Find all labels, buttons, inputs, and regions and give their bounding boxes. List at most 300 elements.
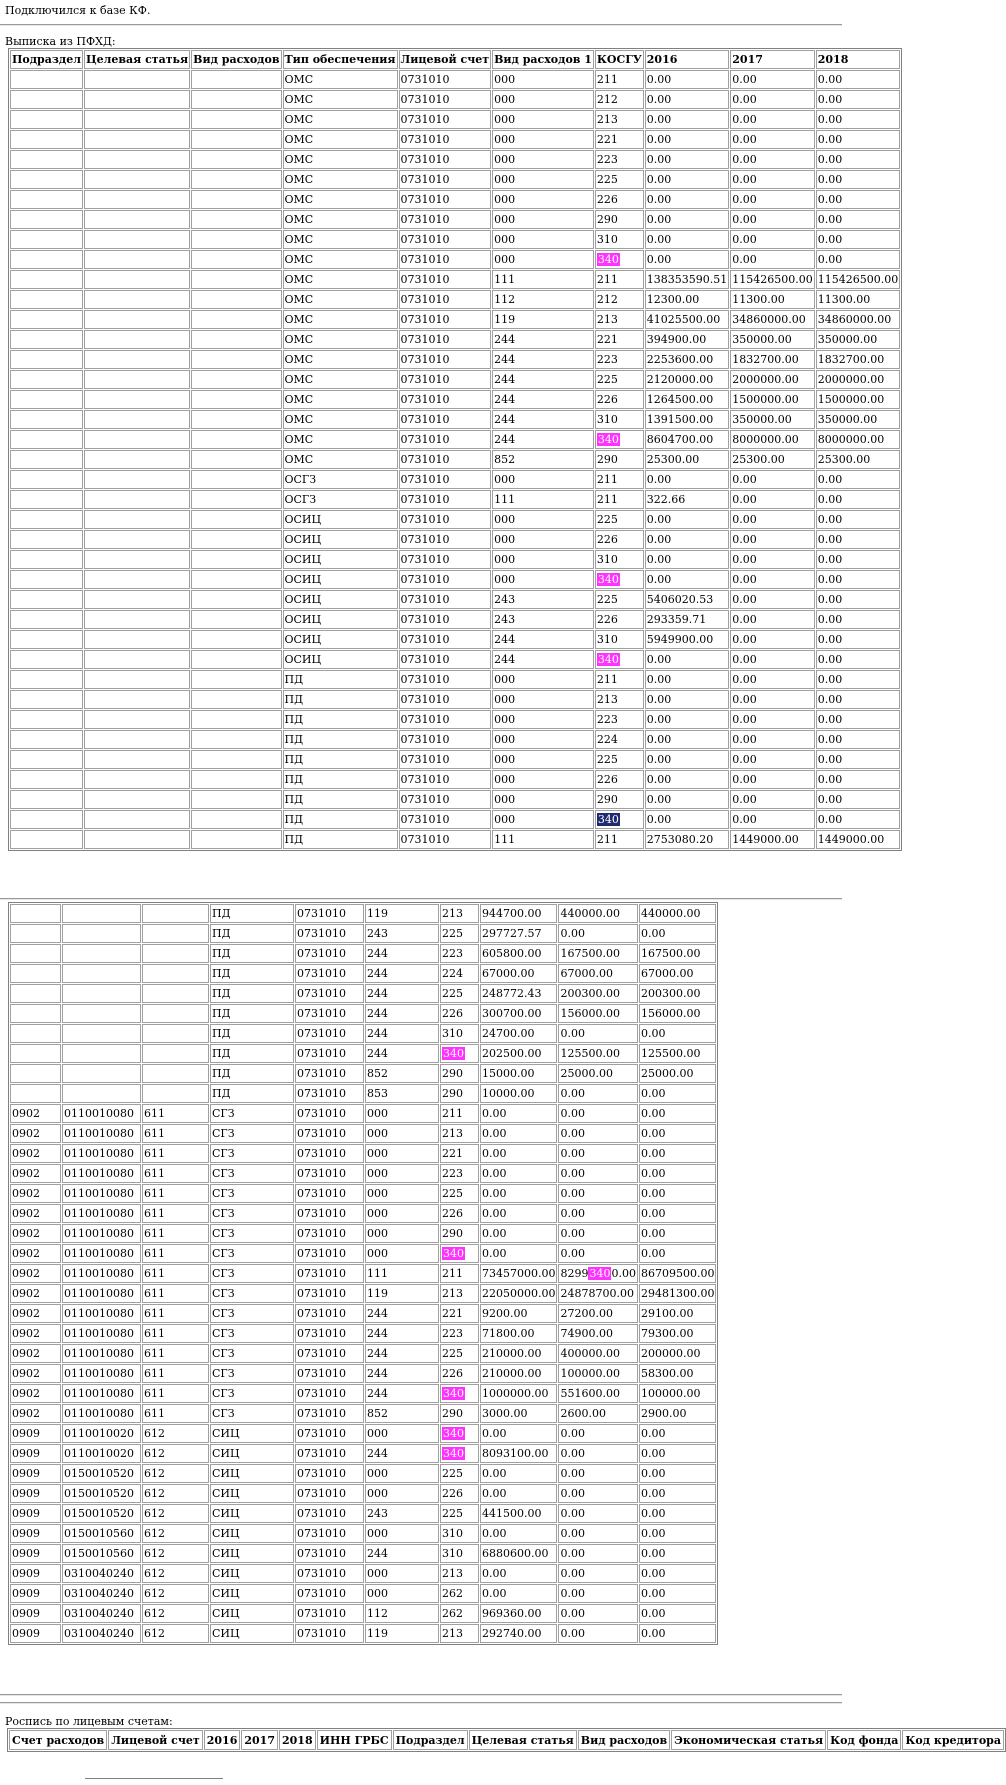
table-cell: 119 bbox=[365, 1284, 439, 1303]
table-cell: ПД bbox=[283, 810, 398, 829]
table-cell: 0.00 bbox=[730, 750, 814, 769]
table-cell: 611 bbox=[142, 1344, 209, 1363]
table-cell: 310 bbox=[595, 550, 644, 569]
cell-text-before: 8299 bbox=[560, 1267, 589, 1280]
table-cell: 0902 bbox=[10, 1144, 61, 1163]
table-row bbox=[10, 770, 900, 789]
bottom-input-line bbox=[85, 1778, 223, 1779]
table-cell: 0.00 bbox=[480, 1584, 557, 1603]
table-cell: 0731010 bbox=[295, 1044, 364, 1063]
table-cell: 969360.00 bbox=[480, 1604, 557, 1623]
table-cell: 0.00 bbox=[480, 1244, 557, 1263]
table-cell: 0731010 bbox=[295, 1484, 364, 1503]
table-cell: 0.00 bbox=[730, 670, 814, 689]
table-cell bbox=[142, 984, 209, 1003]
table-cell: 290 bbox=[440, 1064, 479, 1083]
table-cell: 852 bbox=[365, 1064, 439, 1083]
table-cell: ПД bbox=[210, 964, 294, 983]
table-cell: 223 bbox=[595, 150, 644, 169]
table-cell: 0.00 bbox=[816, 490, 900, 509]
search-highlight-current: 340 bbox=[597, 813, 619, 826]
table-cell: 1500000.00 bbox=[730, 390, 814, 409]
table-cell: 244 bbox=[492, 430, 594, 449]
table-cell: 41025500.00 bbox=[645, 310, 729, 329]
table-cell: 000 bbox=[365, 1424, 439, 1443]
table-cell bbox=[191, 550, 281, 569]
table-cell: 0.00 bbox=[730, 490, 814, 509]
table-cell: 2753080.20 bbox=[645, 830, 729, 849]
table-cell: 244 bbox=[365, 1444, 439, 1463]
table-row bbox=[10, 750, 900, 769]
table-cell: 156000.00 bbox=[558, 1004, 638, 1023]
table-cell: 211 bbox=[595, 670, 644, 689]
table-cell: 226 bbox=[595, 770, 644, 789]
table-cell bbox=[84, 750, 190, 769]
table-cell bbox=[191, 70, 281, 89]
table-cell bbox=[62, 964, 141, 983]
table-cell: СИЦ bbox=[210, 1544, 294, 1563]
table-cell bbox=[84, 210, 190, 229]
search-highlight: 340 bbox=[443, 1447, 464, 1460]
table-cell: 0.00 bbox=[639, 1484, 716, 1503]
table-cell: 000 bbox=[365, 1484, 439, 1503]
table-cell: 000 bbox=[492, 750, 594, 769]
table-cell bbox=[191, 810, 281, 829]
table-row bbox=[10, 1444, 716, 1463]
table-cell bbox=[10, 230, 83, 249]
table-cell bbox=[84, 510, 190, 529]
table-cell: 0.00 bbox=[730, 110, 814, 129]
table-row bbox=[10, 250, 900, 269]
table-cell bbox=[84, 610, 190, 629]
table-cell: 000 bbox=[492, 570, 594, 589]
table-cell: 0731010 bbox=[295, 1344, 364, 1363]
table-cell: 0909 bbox=[10, 1624, 61, 1643]
table-cell: 29100.00 bbox=[639, 1304, 716, 1323]
table-cell: ОМС bbox=[283, 230, 398, 249]
table-row bbox=[10, 924, 716, 943]
table-cell: 112 bbox=[365, 1604, 439, 1623]
table-cell: 71800.00 bbox=[480, 1324, 557, 1343]
table-cell: 0731010 bbox=[399, 810, 492, 829]
table-cell bbox=[84, 370, 190, 389]
table-cell: 0731010 bbox=[295, 1204, 364, 1223]
table-cell: 852 bbox=[492, 450, 594, 469]
table-cell: 0731010 bbox=[399, 70, 492, 89]
table-cell: 290 bbox=[440, 1084, 479, 1103]
pfhd-column-header: 2017 bbox=[730, 50, 814, 69]
table-row bbox=[10, 1164, 716, 1183]
table-cell: 67000.00 bbox=[558, 964, 638, 983]
table-cell: СИЦ bbox=[210, 1504, 294, 1523]
table-cell bbox=[84, 790, 190, 809]
table-cell: 0731010 bbox=[295, 1624, 364, 1643]
table-row bbox=[10, 944, 716, 963]
table-cell: ПД bbox=[210, 904, 294, 923]
table-cell: 350000.00 bbox=[816, 410, 900, 429]
table-cell: 211 bbox=[595, 270, 644, 289]
table-cell: 1264500.00 bbox=[645, 390, 729, 409]
table-cell: 0.00 bbox=[558, 1144, 638, 1163]
table-cell: 6880600.00 bbox=[480, 1544, 557, 1563]
table-cell: 0.00 bbox=[816, 650, 900, 669]
table-cell: 167500.00 bbox=[639, 944, 716, 963]
table-cell: 0.00 bbox=[558, 1464, 638, 1483]
table-cell: 0731010 bbox=[295, 1424, 364, 1443]
table-cell: 0.00 bbox=[816, 710, 900, 729]
table-cell: 0150010520 bbox=[62, 1504, 141, 1523]
table-cell: 611 bbox=[142, 1244, 209, 1263]
table-cell: 0.00 bbox=[816, 250, 900, 269]
table-cell: 25000.00 bbox=[558, 1064, 638, 1083]
table-cell: 0731010 bbox=[295, 1144, 364, 1163]
table-row bbox=[10, 1064, 716, 1083]
table-cell: СГЗ bbox=[210, 1404, 294, 1423]
table-cell: 0731010 bbox=[399, 830, 492, 849]
table-cell: 111 bbox=[365, 1264, 439, 1283]
table-cell: 24700.00 bbox=[480, 1024, 557, 1043]
table-cell: 224 bbox=[595, 730, 644, 749]
table-cell: 202500.00 bbox=[480, 1044, 557, 1063]
table-cell: 211 bbox=[595, 70, 644, 89]
table-cell bbox=[142, 924, 209, 943]
table-cell: 244 bbox=[365, 1044, 439, 1063]
table-cell bbox=[10, 530, 83, 549]
table-cell: 244 bbox=[492, 650, 594, 669]
table-cell: 244 bbox=[492, 350, 594, 369]
table-cell: 0110010080 bbox=[62, 1124, 141, 1143]
table-row bbox=[10, 690, 900, 709]
pfhd-column-header: КОСГУ bbox=[595, 50, 644, 69]
table-cell: 0731010 bbox=[399, 290, 492, 309]
table-cell: 350000.00 bbox=[730, 330, 814, 349]
table-cell bbox=[84, 630, 190, 649]
table-cell bbox=[10, 830, 83, 849]
table-cell: 0731010 bbox=[295, 1504, 364, 1523]
table-cell bbox=[191, 370, 281, 389]
table-cell: 0731010 bbox=[295, 1124, 364, 1143]
table-cell: 0.00 bbox=[730, 90, 814, 109]
table-cell bbox=[84, 550, 190, 569]
table-cell: 2600.00 bbox=[558, 1404, 638, 1423]
table-cell: 551600.00 bbox=[558, 1384, 638, 1403]
table-cell bbox=[10, 70, 83, 89]
table-cell: ОМС bbox=[283, 210, 398, 229]
table-cell bbox=[84, 730, 190, 749]
table-cell: 297727.57 bbox=[480, 924, 557, 943]
table-cell: СГЗ bbox=[210, 1124, 294, 1143]
table-cell: 0731010 bbox=[399, 210, 492, 229]
table-cell: 0731010 bbox=[399, 410, 492, 429]
table-cell: 1832700.00 bbox=[816, 350, 900, 369]
table-row bbox=[10, 490, 900, 509]
table-cell: 2120000.00 bbox=[645, 370, 729, 389]
table-cell: ПД bbox=[283, 690, 398, 709]
table-cell bbox=[10, 170, 83, 189]
table-cell: ОМС bbox=[283, 350, 398, 369]
table-cell: 225 bbox=[440, 1184, 479, 1203]
table-row bbox=[10, 310, 900, 329]
table-cell bbox=[10, 924, 61, 943]
table-cell: 0.00 bbox=[816, 630, 900, 649]
table-cell: 000 bbox=[365, 1204, 439, 1223]
table-cell: 0.00 bbox=[816, 70, 900, 89]
table-cell bbox=[10, 630, 83, 649]
table-cell: ОМС bbox=[283, 70, 398, 89]
table-cell: 0902 bbox=[10, 1124, 61, 1143]
table-cell: 8604700.00 bbox=[645, 430, 729, 449]
table-cell: 25300.00 bbox=[816, 450, 900, 469]
table-cell: 0.00 bbox=[645, 190, 729, 209]
table-cell: 0731010 bbox=[295, 1284, 364, 1303]
table-cell: 0.00 bbox=[645, 710, 729, 729]
rospis-section-label: Роспись по лицевым счетам: bbox=[5, 1715, 173, 1728]
table-cell: 0.00 bbox=[730, 790, 814, 809]
table-cell bbox=[62, 984, 141, 1003]
table-cell: 200300.00 bbox=[558, 984, 638, 1003]
table-cell bbox=[10, 550, 83, 569]
table-cell bbox=[62, 904, 141, 923]
table-cell: 0.00 bbox=[730, 810, 814, 829]
table-cell bbox=[440, 1244, 479, 1263]
table-cell: 612 bbox=[142, 1484, 209, 1503]
table-cell: ОСГЗ bbox=[283, 470, 398, 489]
table-cell bbox=[191, 470, 281, 489]
table-cell: 226 bbox=[595, 390, 644, 409]
table-cell: ОМС bbox=[283, 410, 398, 429]
table-row bbox=[10, 1244, 716, 1263]
table-cell: ОМС bbox=[283, 130, 398, 149]
table-cell: 0731010 bbox=[399, 270, 492, 289]
table-cell: 000 bbox=[365, 1124, 439, 1143]
table-cell: 0.00 bbox=[480, 1184, 557, 1203]
table-cell: ПД bbox=[283, 710, 398, 729]
table-cell bbox=[191, 430, 281, 449]
table-cell bbox=[84, 390, 190, 409]
table-cell bbox=[84, 330, 190, 349]
table-cell: 0.00 bbox=[730, 190, 814, 209]
table-cell: 119 bbox=[492, 310, 594, 329]
table-cell: 0.00 bbox=[639, 1164, 716, 1183]
table-cell: 213 bbox=[595, 310, 644, 329]
table-cell: СИЦ bbox=[210, 1584, 294, 1603]
table-cell: ОМС bbox=[283, 310, 398, 329]
table-cell: 0731010 bbox=[295, 1064, 364, 1083]
table-cell: 0310040240 bbox=[62, 1604, 141, 1623]
table-cell bbox=[10, 250, 83, 269]
table-cell: 1391500.00 bbox=[645, 410, 729, 429]
table-row bbox=[10, 270, 900, 289]
table-cell: 0.00 bbox=[645, 170, 729, 189]
pfhd-column-header: Вид расходов 1 bbox=[492, 50, 594, 69]
table-cell: 0.00 bbox=[645, 530, 729, 549]
search-highlight: 340 bbox=[443, 1247, 464, 1260]
table-cell: 244 bbox=[365, 964, 439, 983]
table-cell: 0.00 bbox=[558, 1024, 638, 1043]
table-cell bbox=[84, 470, 190, 489]
table-cell: 244 bbox=[492, 410, 594, 429]
table-row bbox=[10, 550, 900, 569]
table-cell: 0731010 bbox=[295, 1004, 364, 1023]
rospis-header-row bbox=[9, 1730, 1004, 1750]
table-cell bbox=[142, 1024, 209, 1043]
table-cell: 1449000.00 bbox=[730, 830, 814, 849]
table-cell: 138353590.51 bbox=[645, 270, 729, 289]
table-cell: СГЗ bbox=[210, 1104, 294, 1123]
table-cell: 15000.00 bbox=[480, 1064, 557, 1083]
table-row bbox=[10, 1004, 716, 1023]
table-cell: 111 bbox=[492, 270, 594, 289]
table-cell: 000 bbox=[492, 730, 594, 749]
table-cell: ПД bbox=[283, 830, 398, 849]
table-cell: 0731010 bbox=[295, 1264, 364, 1283]
table-cell: 290 bbox=[440, 1404, 479, 1423]
table-row bbox=[10, 1404, 716, 1423]
table-cell: 244 bbox=[365, 1364, 439, 1383]
table-cell: 000 bbox=[492, 710, 594, 729]
table-cell bbox=[84, 130, 190, 149]
table-cell: 111 bbox=[492, 830, 594, 849]
table-cell: 0731010 bbox=[295, 1324, 364, 1343]
table-cell: 440000.00 bbox=[558, 904, 638, 923]
table-cell: 0.00 bbox=[645, 510, 729, 529]
table-cell bbox=[142, 1004, 209, 1023]
table-cell: 0.00 bbox=[639, 1564, 716, 1583]
table-cell bbox=[191, 310, 281, 329]
table-cell: 225 bbox=[440, 1504, 479, 1523]
table-row bbox=[10, 1604, 716, 1623]
table-cell: 000 bbox=[492, 510, 594, 529]
table-cell bbox=[10, 770, 83, 789]
table-cell: 292740.00 bbox=[480, 1624, 557, 1643]
table-cell: 213 bbox=[440, 1564, 479, 1583]
table-cell: 223 bbox=[440, 1324, 479, 1343]
table-cell: 2253600.00 bbox=[645, 350, 729, 369]
table-cell: 0.00 bbox=[639, 1244, 716, 1263]
table-cell: 0.00 bbox=[639, 1424, 716, 1443]
table-cell: 0731010 bbox=[295, 984, 364, 1003]
table-cell: 0110010080 bbox=[62, 1144, 141, 1163]
table-cell bbox=[84, 590, 190, 609]
table-cell: ОСИЦ bbox=[283, 530, 398, 549]
table-row bbox=[10, 1364, 716, 1383]
table-cell: 0.00 bbox=[645, 810, 729, 829]
table-row bbox=[10, 650, 900, 669]
table-cell: 611 bbox=[142, 1104, 209, 1123]
table-cell: 0.00 bbox=[639, 1084, 716, 1103]
table-cell: 0.00 bbox=[480, 1464, 557, 1483]
table-cell: 290 bbox=[595, 450, 644, 469]
table-cell bbox=[10, 470, 83, 489]
table-cell: 000 bbox=[492, 530, 594, 549]
table-cell: 119 bbox=[365, 1624, 439, 1643]
table-cell: 0.00 bbox=[645, 130, 729, 149]
table-cell: 27200.00 bbox=[558, 1304, 638, 1323]
table-cell: 86709500.00 bbox=[639, 1264, 716, 1283]
table-row bbox=[10, 1524, 716, 1543]
table-cell: 225 bbox=[440, 1464, 479, 1483]
table-cell: 0909 bbox=[10, 1484, 61, 1503]
table-cell: 2900.00 bbox=[639, 1404, 716, 1423]
table-cell: 213 bbox=[440, 1124, 479, 1143]
table-cell: 0.00 bbox=[639, 1604, 716, 1623]
table-cell: 0.00 bbox=[645, 770, 729, 789]
table-cell: ОМС bbox=[283, 110, 398, 129]
table-cell: 612 bbox=[142, 1504, 209, 1523]
table-row bbox=[10, 450, 900, 469]
table-cell: СИЦ bbox=[210, 1484, 294, 1503]
table-cell: 3000.00 bbox=[480, 1404, 557, 1423]
table-cell bbox=[10, 570, 83, 589]
table-cell: 0.00 bbox=[480, 1124, 557, 1143]
table-cell bbox=[10, 944, 61, 963]
table-cell: 25300.00 bbox=[730, 450, 814, 469]
table-cell: ПД bbox=[210, 1084, 294, 1103]
table-cell: 0731010 bbox=[295, 1404, 364, 1423]
table-cell: СГЗ bbox=[210, 1184, 294, 1203]
table-cell bbox=[84, 810, 190, 829]
table-cell: ОСИЦ bbox=[283, 550, 398, 569]
table-cell: 611 bbox=[142, 1284, 209, 1303]
table-row bbox=[10, 1304, 716, 1323]
table-row bbox=[10, 210, 900, 229]
table-cell: СГЗ bbox=[210, 1204, 294, 1223]
table-cell: ОМС bbox=[283, 90, 398, 109]
table-cell: 0.00 bbox=[816, 770, 900, 789]
table-row bbox=[10, 230, 900, 249]
table-cell: 290 bbox=[595, 790, 644, 809]
table-cell: 0.00 bbox=[816, 690, 900, 709]
table-cell: 0310040240 bbox=[62, 1584, 141, 1603]
table-cell: 0731010 bbox=[399, 530, 492, 549]
table-cell: 0110010080 bbox=[62, 1244, 141, 1263]
table-cell: 5406020.53 bbox=[645, 590, 729, 609]
search-highlight: 340 bbox=[597, 253, 619, 266]
table-cell: 221 bbox=[595, 130, 644, 149]
table-cell: 0110010020 bbox=[62, 1424, 141, 1443]
table-cell: ПД bbox=[210, 944, 294, 963]
table-cell: 221 bbox=[440, 1304, 479, 1323]
table-cell: 611 bbox=[142, 1324, 209, 1343]
table-row bbox=[10, 190, 900, 209]
table-cell: 0.00 bbox=[816, 170, 900, 189]
table-cell: ОСИЦ bbox=[283, 610, 398, 629]
table-cell: 0.00 bbox=[480, 1164, 557, 1183]
table-cell: 605800.00 bbox=[480, 944, 557, 963]
table-row bbox=[10, 1324, 716, 1343]
pfhd-table-viewport-top bbox=[8, 48, 899, 901]
table-cell: 0.00 bbox=[558, 1584, 638, 1603]
table-cell: 0.00 bbox=[816, 110, 900, 129]
table-cell: 0.00 bbox=[645, 550, 729, 569]
table-cell bbox=[84, 270, 190, 289]
table-cell: 226 bbox=[595, 190, 644, 209]
table-cell: 0.00 bbox=[558, 1184, 638, 1203]
table-cell: 34860000.00 bbox=[816, 310, 900, 329]
table-cell bbox=[440, 1384, 479, 1403]
table-cell: 0110010080 bbox=[62, 1344, 141, 1363]
pfhd-table-continued bbox=[8, 902, 718, 1645]
table-cell: 440000.00 bbox=[639, 904, 716, 923]
table-cell: 0110010080 bbox=[62, 1224, 141, 1243]
table-cell bbox=[191, 230, 281, 249]
table-cell: 243 bbox=[365, 1504, 439, 1523]
table-cell: 350000.00 bbox=[816, 330, 900, 349]
table-cell bbox=[595, 650, 644, 669]
table-cell: 0731010 bbox=[295, 964, 364, 983]
table-cell bbox=[62, 1004, 141, 1023]
table-cell: 2000000.00 bbox=[730, 370, 814, 389]
